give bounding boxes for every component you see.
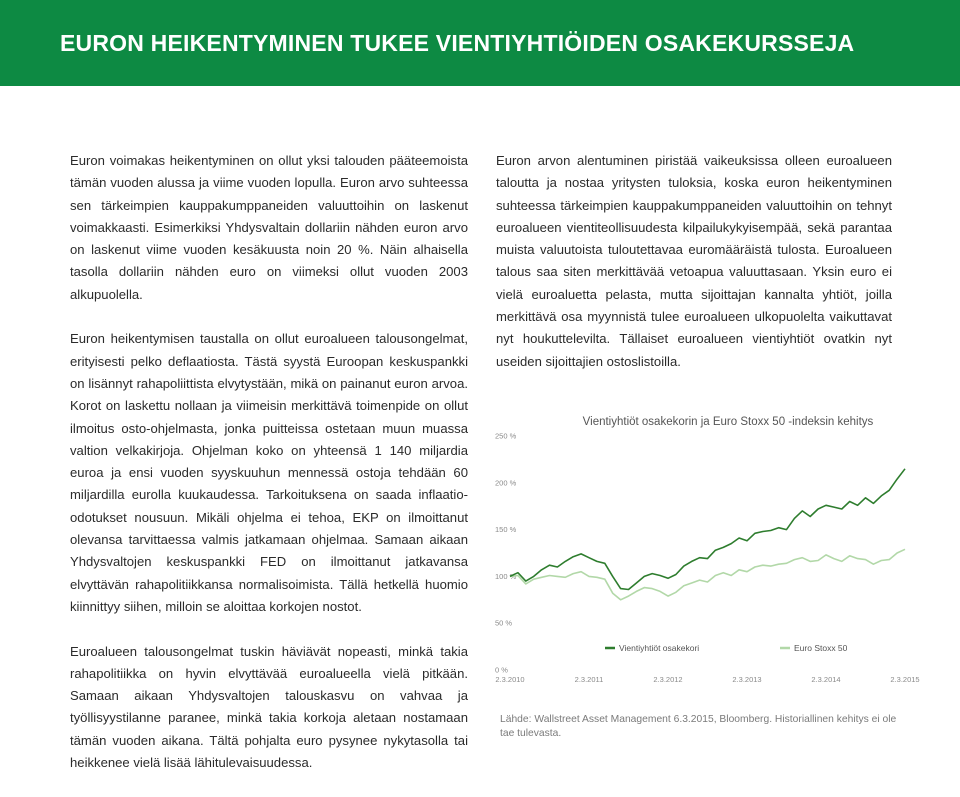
- performance-chart: [490, 410, 920, 690]
- paragraph: Euron heikentymisen taustalla on ollut euroalueen talousongelmat, erityisesti pelko deflaatiosta. Tästä syystä Euroopan keskuspankki on lisännyt rahapoliittista elvytystään, mikä on painanut euron arvoa. Korot on laskettu nollaan ja viimeisin merkittävä toimenpide on ollut ilmoitus osto-ohjelmasta, jonka puitteissa ostetaan muun muassa valtion velkakirjoja. Ohjelman koko on yhteensä 1 140 miljardia euroa ja ensi vuoden syyskuuhun mennessä ostoja tehdään 60 miljardilla eurolla kuukaudessa. Tarkoituksena on saada inflaatio-odotukset nousuun. Mikäli ohjelma ei tehoa, EKP on ilmoittanut olevansa tarvittaessa valmis jatkamaan ohjelmaa. Samaan aikaan Yhdysvaltojen keskuspankki FED on ilmoittanut jatkavansa elvyttävän rahapolitiikkansa normalisoimista. Tällä hetkellä huomio kiinnittyy siihen, milloin se aloittaa korkojen nostot.: [70, 331, 468, 614]
- y-tick-label: 100 %: [495, 571, 517, 581]
- right-text-column: [496, 150, 892, 395]
- chart-title: Vientiyhtiöt osakekorin ja Euro Stoxx 50 -indeksin kehitys: [582, 416, 874, 428]
- header-banner: [0, 0, 960, 86]
- y-tick-label: 250 %: [495, 431, 517, 441]
- y-tick-label: 50 %: [495, 618, 513, 628]
- y-tick-label: 0 %: [495, 665, 508, 675]
- x-tick-label: 2.3.2011: [574, 675, 604, 684]
- paragraph: Euron arvon alentuminen piristää vaikeuksissa olleen euroalueen taloutta ja nostaa yritysten tuloksia, koska euron heikentyminen suhteessa tärkeimpien kauppakumppaneiden valuuttoihin on tehnyt euroalueen vientiteollisuudesta kilpailukykyisempää, sekä parantaa muista valuutoista tuloutettavaa euromääräistä tulosta. Euroalueen talous saa siten merkittävää vetoapua valuuttasaan. Yksin euro ei vielä euroaluetta pelasta, mutta sijoittajan kannalta yhtiöt, joilla merkittävä osa myynnistä tulee euroalueen ulkopuolelta vaikuttavat nyt houkuttelevilta. Tällaiset euroalueen vientiyhtiöt ovatkin nyt useiden sijoittajien ostoslistoilla.: [496, 153, 892, 369]
- paragraph: Euron voimakas heikentyminen on ollut yksi talouden pääteemoista tämän vuoden alussa ja viime vuoden lopulla. Euron arvo suhteessa sen tärkeimpien kauppakumppaneiden valuuttoihin on laskenut voimakkaasti. Esimerkiksi Yhdysvaltain dollariin nähden euron arvo on laskenut viime vuoden kesäkuusta noin 20 %. Näin alhaisella tasolla dollariin nähden euro on viimeksi ollut vuoden 2003 alkupuolella.: [70, 153, 468, 302]
- x-tick-label: 2.3.2015: [890, 675, 920, 684]
- left-text-column: [70, 150, 468, 797]
- series-line: [510, 469, 905, 590]
- legend-label: Euro Stoxx 50: [794, 643, 848, 653]
- y-tick-label: 200 %: [495, 478, 517, 488]
- chart-svg: [490, 410, 920, 690]
- x-tick-label: 2.3.2013: [732, 675, 762, 684]
- series-line: [510, 549, 905, 600]
- legend-label: Vientiyhtiöt osakekori: [619, 643, 700, 653]
- page-title: EURON HEIKENTYMINEN TUKEE VIENTIYHTIÖIDEN OSAKEKURSSEJA: [60, 30, 855, 56]
- y-tick-label: 150 %: [495, 525, 517, 535]
- x-tick-label: 2.3.2014: [811, 675, 841, 684]
- source-caption: Lähde: Wallstreet Asset Management 6.3.2015, Bloomberg. Historiallinen kehitys ei ole tae tulevasta.: [500, 714, 897, 739]
- x-tick-label: 2.3.2010: [495, 675, 525, 684]
- x-tick-label: 2.3.2012: [653, 675, 683, 684]
- paragraph: Euroalueen talousongelmat tuskin häviävät nopeasti, minkä takia rahapolitiikka on hyvin elvyttävää euroalueella vielä pitkään. Samaan aikaan Yhdysvaltojen talouskasvu on vahvaa ja työllisyystilanne paranee, minkä takia korkoja aletaan nostamaan tämän vuoden aikana. Tältä pohjalta euro pysynee nykytasolla tai heikkenee vielä lisää lähitulevaisuudessa.: [70, 643, 468, 771]
